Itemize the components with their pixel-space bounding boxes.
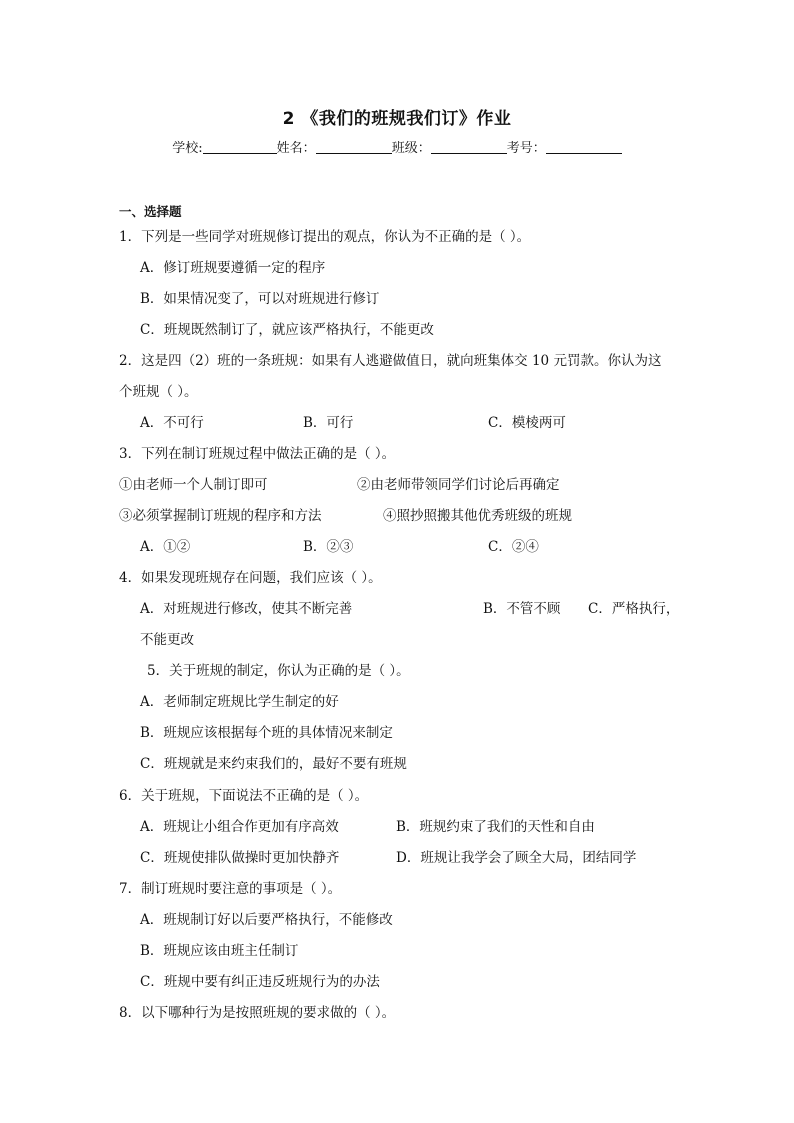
q3-statement-4: ④照抄照搬其他优秀班级的班规 [383,508,572,524]
school-blank[interactable] [203,140,277,154]
question-2-stem-cont: 个班规（ ）。 [119,384,198,400]
q6-option-a: A．班规让小组合作更加有序高效 [140,819,339,835]
question-4-stem: 4．如果发现班规存在问题，我们应该（ ）。 [119,570,382,586]
q1-option-b: B．如果情况变了，可以对班规进行修订 [140,291,380,307]
q1-option-c: C．班规既然制订了，就应该严格执行，不能更改 [140,322,434,338]
q3-option-c: C．②④ [488,539,539,555]
q7-option-c: C．班规中要有纠正违反班规行为的办法 [140,974,380,990]
q6-option-d: D．班规让我学会了顾全大局，团结同学 [396,850,637,866]
q6-option-c: C．班规使排队做操时更加快静齐 [140,850,340,866]
student-info-line [0,137,794,156]
school-label: 学校: [172,141,203,156]
q3-statement-3: ③必须掌握制订班规的程序和方法 [119,508,322,524]
q4-option-a: A．对班规进行修改，使其不断完善 [140,601,353,617]
number-label: 考号： [506,141,546,156]
question-7-stem: 7．制订班规时要注意的事项是（ ）。 [119,881,342,897]
q6-option-b: B．班规约束了我们的天性和自由 [396,819,595,835]
q3-statement-2: ②由老师带领同学们讨论后再确定 [357,477,560,493]
name-blank[interactable] [316,140,392,154]
q2-option-c: C．模棱两可 [488,415,566,431]
q3-option-b: B．②③ [303,539,354,555]
q4-option-b: B．不管不顾 [483,601,561,617]
q4-option-c-cont: 不能更改 [140,632,194,648]
q5-option-c: C．班规就是来约束我们的，最好不要有班规 [140,756,407,772]
page-title: 2 《我们的班规我们订》作业 [282,109,512,129]
number-blank[interactable] [546,140,622,154]
q1-option-a: A．修订班规要遵循一定的程序 [140,260,326,276]
q3-statement-1: ①由老师一个人制订即可 [119,477,268,493]
q5-option-b: B．班规应该根据每个班的具体情况来制定 [140,725,393,741]
section-heading: 一、选择题 [119,204,182,219]
q2-option-a: A．不可行 [140,415,204,431]
question-6-stem: 6．关于班规，下面说法不正确的是（ ）。 [119,788,369,804]
name-label: 姓名： [276,141,316,156]
q7-option-a: A．班规制订好以后要严格执行，不能修改 [140,912,393,928]
q2-option-b: B．可行 [303,415,354,431]
class-blank[interactable] [431,140,507,154]
question-2-stem: 2．这是四（2）班的一条班规：如果有人逃避做值日，就向班集体交 10 元罚款。你认为这 [119,353,662,369]
q4-option-c: C．严格执行， [588,601,680,617]
q5-option-a: A．老师制定班规比学生制定的好 [140,694,339,710]
q3-option-a: A．①② [140,539,191,555]
question-8-stem: 8．以下哪种行为是按照班规的要求做的（ ）。 [119,1005,396,1021]
question-1-stem: 1．下列是一些同学对班规修订提出的观点，你认为不正确的是（ ）。 [119,229,531,245]
question-3-stem: 3．下列在制订班规过程中做法正确的是（ ）。 [119,446,396,462]
class-label: 班级： [391,141,431,156]
q7-option-b: B．班规应该由班主任制订 [140,943,299,959]
question-5-stem: 5．关于班规的制定，你认为正确的是（ ）。 [147,663,410,679]
